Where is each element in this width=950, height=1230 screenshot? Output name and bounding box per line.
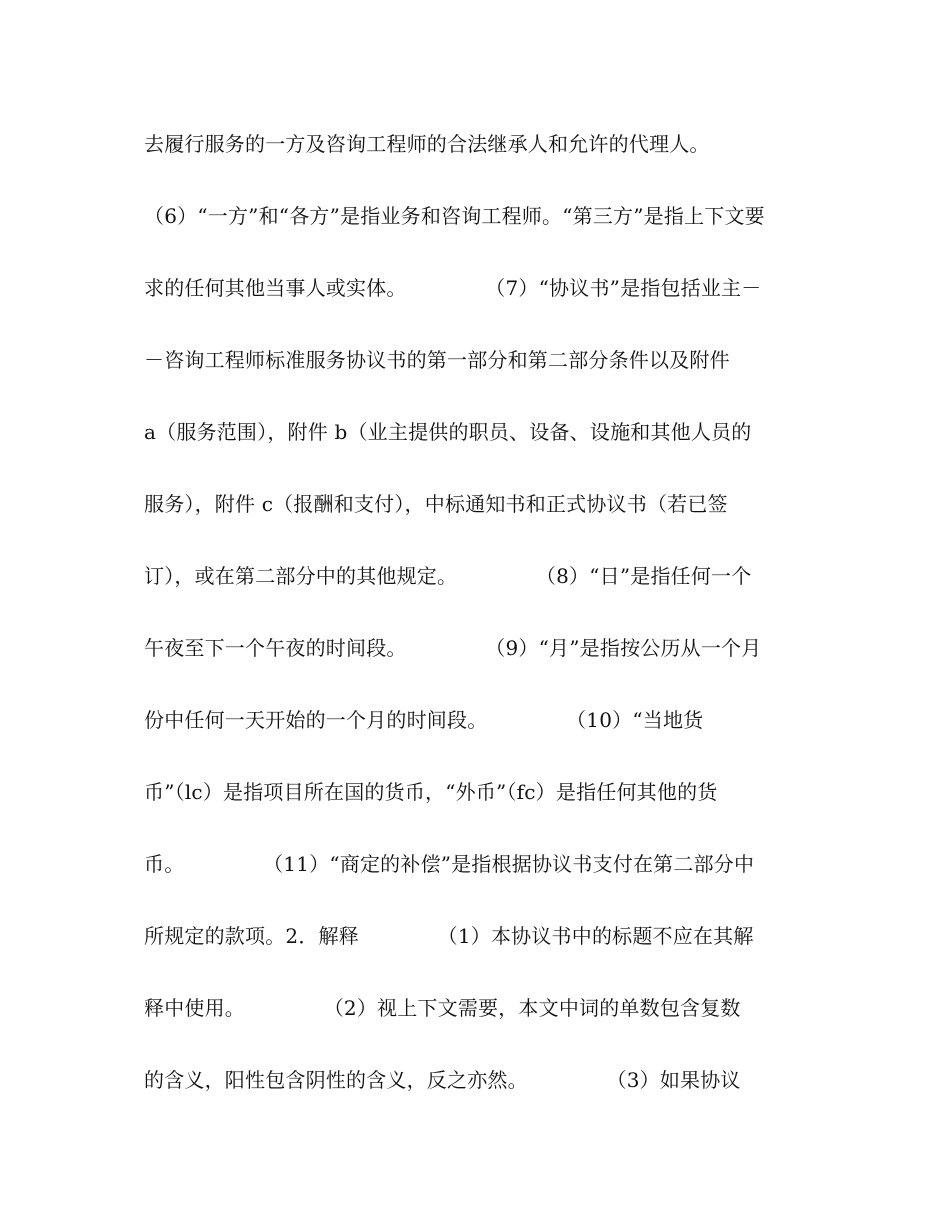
- text-line: 所规定的款项。2．解释 （1）本协议书中的标题不应在其解: [144, 924, 754, 948]
- text-line: 服务），附件 c（报酬和支付），中标通知书和正式协议书（若已签: [144, 492, 728, 516]
- text-line: a（服务范围），附件 b（业主提供的职员、设备、设施和其他人员的: [144, 420, 752, 444]
- text-line: 午夜至下一个午夜的时间段。 （9）“月”是指按公历从一个月: [144, 636, 762, 660]
- text-line: 的含义，阳性包含阴性的含义，反之亦然。 （3）如果协议: [144, 1068, 741, 1092]
- text-line: 求的任何其他当事人或实体。 （7）“协议书”是指包括业主－: [144, 276, 762, 300]
- text-line: 币”（lc）是指项目所在国的货币，“外币”（fc）是指任何其他的货: [144, 780, 718, 804]
- text-line: 份中任何一天开始的一个月的时间段。 （10）“当地货: [144, 708, 704, 732]
- text-line: 释中使用。 （2）视上下文需要，本文中词的单数包含复数: [144, 996, 741, 1020]
- text-line: 去履行服务的一方及咨询工程师的合法继承人和允许的代理人。: [144, 132, 710, 156]
- text-line: －咨询工程师标准服务协议书的第一部分和第二部分条件以及附件: [144, 348, 730, 372]
- text-line: 订），或在第二部分中的其他规定。 （8）“日”是指任何一个: [144, 564, 752, 588]
- text-line: 币。 （11）“商定的补偿”是指根据协议书支付在第二部分中: [144, 852, 755, 876]
- text-line: （6）“一方”和“各方”是指业务和咨询工程师。“第三方”是指上下文要: [144, 204, 765, 228]
